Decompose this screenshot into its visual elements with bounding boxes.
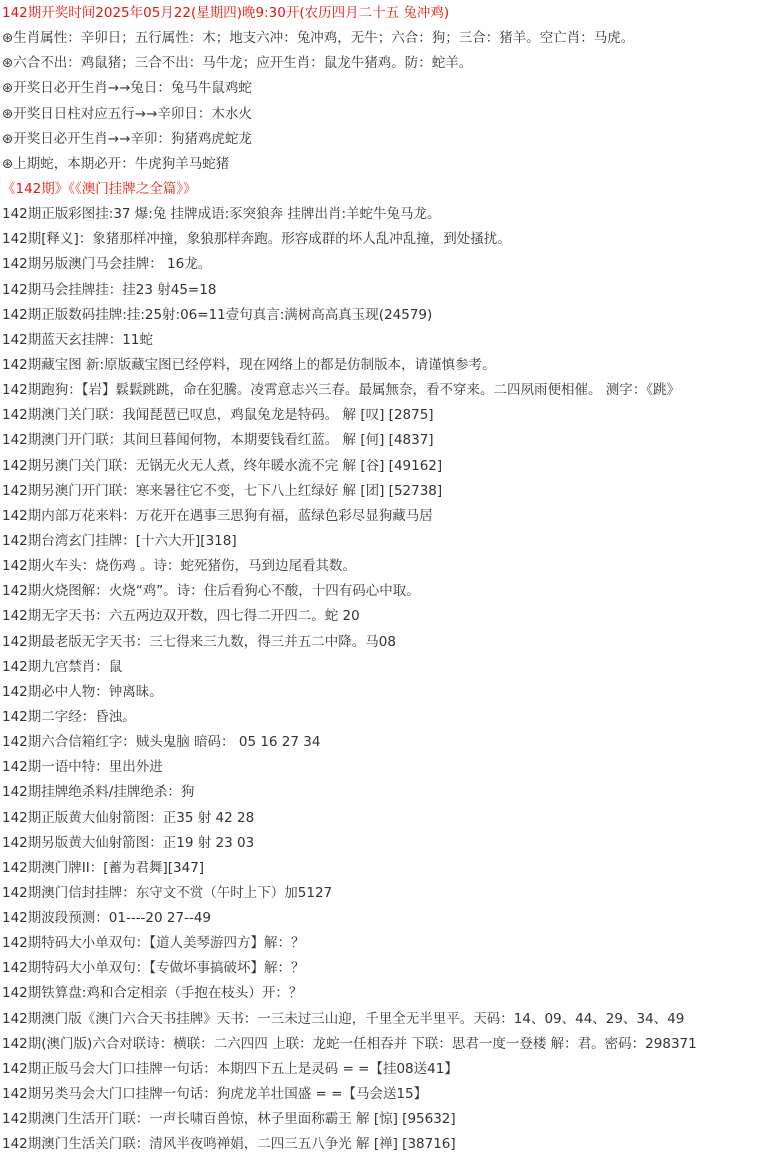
six-harmony-not-drawn: ⊛六合不出：鸡鼠猪；三合不出：马牛龙；应开生肖：鼠龙牛猪鸡。防：蛇羊。: [2, 55, 473, 72]
life-closing-couplet: 142期澳门生活关门联：清风半夜鸣禅娟，二四三五八争光 解 [禅] [38716]: [2, 1136, 456, 1153]
treasure-map: 142期藏宝图 新:原版藏宝图已经停料，现在网络上的都是仿制版本，请谨慎参考。: [2, 356, 496, 373]
internal-flower-material: 142期内部万花来料：万花开在遇事三思狗有福，蓝绿色彩尽显狗藏马居: [2, 507, 433, 524]
size-odd-even-2: 142期特码大小单双句：【专做坏事搞破坏】解：？: [2, 960, 305, 977]
last-period-zodiac: ⊛上期蛇，本期必开：牛虎狗羊马蛇猪: [2, 155, 230, 172]
horse-club-plate: 142期马会挂牌挂：挂23 射45=18: [2, 281, 217, 298]
idiom-explanation: 142期[释义]：象猪那样冲撞，象狼那样奔跑。形容成群的坏人乱冲乱撞，到处搔扰。: [2, 231, 511, 248]
abacus: 142期铁算盘:鸡和合定相亲（手抱在枝头）开：？: [2, 985, 303, 1002]
oldest-wordless-book: 142期最老版无字天书：三七得来三九数，得三并五二中降。马08: [2, 633, 396, 650]
wordless-book: 142期无字天书：六五两边双开数，四七得二开四二。蛇 20: [2, 608, 360, 625]
wong-tai-sin-archery: 142期正版黄大仙射箭图：正35 射 42 28: [2, 809, 255, 826]
xinmao-zodiac: ⊛开奖日必开生肖→→辛卯：狗猪鸡虎蛇龙: [2, 130, 252, 147]
macau-closing-couplet: 142期澳门关门联：我闻琵琶已叹息，鸡鼠兔龙是特码。 解 [叹] [2875]: [2, 407, 434, 424]
alt-gate-phrase: 142期另类马会大门口挂牌一句话：狗虎龙羊壮国盛 = =【马会送15】: [2, 1086, 428, 1103]
wave-forecast: 142期波段预测：01----20 27--49: [2, 910, 211, 927]
zodiac-attributes: ⊛生肖属性：辛卯日；五行属性：木；地支六冲：兔冲鸡，无牛；六合：狗；三合：猪羊。空亡肖：马虎。: [2, 30, 635, 47]
running-dog: 142期跑狗：【岩】鬏鬏跳跳，命在犯騰。凌霄意志兴三春。最属無奈，看不穿来。二四夙雨便相催。 测字：《跳》: [2, 382, 681, 399]
rabbit-day-zodiac: ⊛开奖日必开生肖→→兔日：兔马牛鼠鸡蛇: [2, 80, 252, 97]
alt-macau-opening-couplet: 142期另澳门开门联：寒来暑往它不变，七下八上红绿好 解 [团] [52738]: [2, 482, 443, 499]
taiwan-plate: 142期台湾玄门挂牌：[十六大开][318]: [2, 532, 237, 549]
life-opening-couplet: 142期澳门生活开门联：一声长啸百兽惊，林子里面称霸王 解 [惊] [95632]: [2, 1111, 456, 1128]
locomotive: 142期火车头：烧伤鸡 。诗：蛇死猪伤，马到边尾看其数。: [2, 558, 357, 575]
one-phrase-hint: 142期一语中特：里出外进: [2, 759, 163, 776]
official-color-chart: 142期正版彩图挂:37 爆:兔 挂牌成语:豕突狼奔 挂牌出肖:羊蛇牛兔马龙。: [2, 206, 441, 223]
mailbox-red-text: 142期六合信箱红字：贼头鬼脑 暗码： 05 16 27 34: [2, 734, 321, 751]
envelope-plate: 142期澳门信封挂牌：东守文不赏（午时上下）加5127: [2, 884, 333, 901]
size-odd-even-1: 142期特码大小单双句：【道人美琴游四方】解：？: [2, 935, 305, 952]
heavenly-book: 142期澳门版《澳门六合天书挂牌》天书：一三未过三山迎，千里全无半里平。天码：14、09、44、29、34、49: [2, 1010, 685, 1027]
digital-plate: 142期正版数码挂牌:挂:25射:06=11壹句真言:满树高高真玉现(24579): [2, 306, 433, 323]
nine-palace-forbidden: 142期九宫禁肖：鼠: [2, 658, 123, 675]
two-character-classic: 142期二字经：昏浊。: [2, 708, 136, 725]
section-title: 《142期》《《澳门挂牌之全篇》》: [2, 180, 197, 197]
macau-plate-ii: 142期澳门牌II：[蓄为君舞][347]: [2, 859, 205, 876]
draw-time-header: 142期开奖时间2025年05月22(星期四)晚9:30开(农历四月二十五 兔冲鸡): [2, 5, 450, 21]
couplet-poem: 142期(澳门版)六合对联诗：横联：二六四四 上联：龙蛇一任相吞并 下联：思君一度一登楼 解：君。密码：298371: [2, 1035, 697, 1052]
alt-wong-tai-sin-archery: 142期另版黄大仙射箭图：正19 射 23 03: [2, 834, 255, 851]
alt-macau-plate: 142期另版澳门马会挂牌： 16龙。: [2, 256, 212, 273]
gate-phrase: 142期正版马会大门口挂牌一句话：本期四下五上是灵码 = =【挂08送41】: [2, 1060, 458, 1077]
alt-macau-closing-couplet: 142期另澳门关门联：无锅无火无人煮，终年暖水流不完 解 [谷] [49162]: [2, 457, 443, 474]
day-pillar-elements: ⊛开奖日日柱对应五行→→辛卯日：木水火: [2, 105, 252, 122]
macau-opening-couplet: 142期澳门开门联：其间旦暮闻何物，本期要钱看红蓝。 解 [何] [4837]: [2, 432, 434, 449]
blue-sky-plate: 142期蓝天玄挂牌：11蛇: [2, 331, 153, 348]
fire-chart: 142期火烧图解：火烧“鸡”。诗：住后看狗心不酸，十四有码心中取。: [2, 583, 420, 600]
plate-kill: 142期挂牌绝杀料/挂牌绝杀：狗: [2, 784, 195, 801]
must-hit-person: 142期必中人物：钟离昧。: [2, 683, 163, 700]
